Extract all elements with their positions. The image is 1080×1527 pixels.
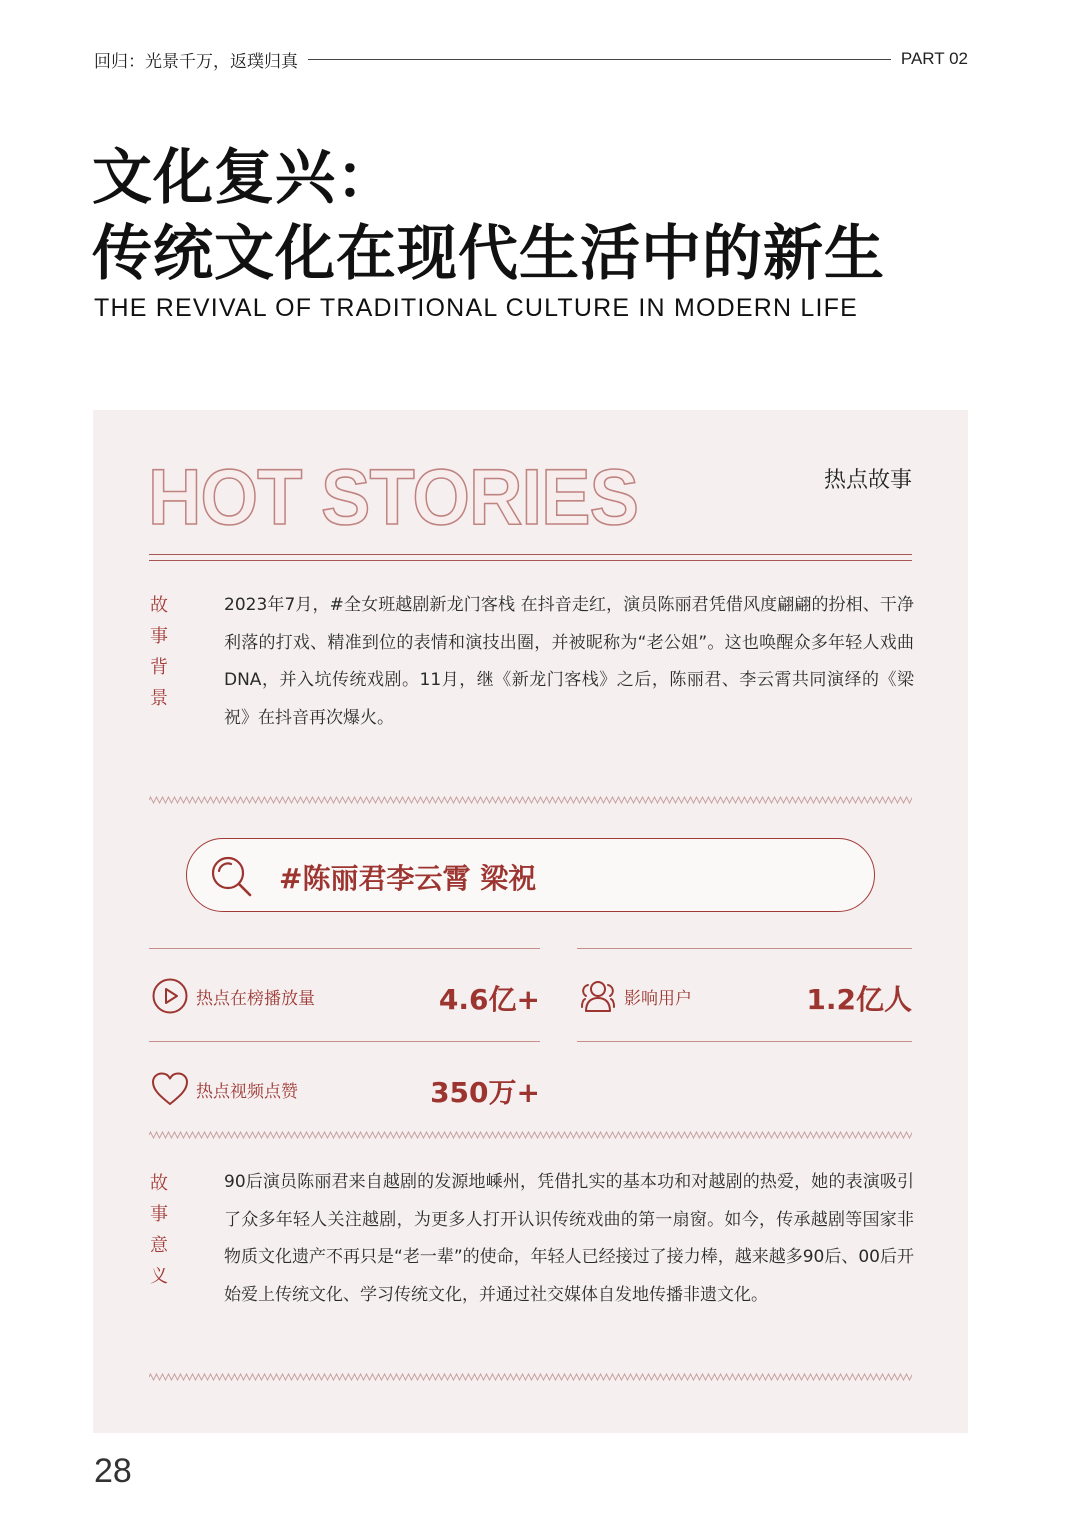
- breadcrumb: 回归：光景千万，返璞归真: [94, 51, 298, 72]
- stat-value: 4.6亿+: [438, 983, 540, 1016]
- stat-rule: [149, 1041, 540, 1042]
- stat-rule: [577, 1041, 912, 1042]
- wavy-divider: [149, 796, 912, 804]
- significance-label: 故 事 意 义: [150, 1173, 168, 1287]
- wavy-divider: [149, 1131, 912, 1139]
- page-title: [92, 140, 885, 292]
- english-subtitle: THE REVIVAL OF TRADITIONAL CULTURE IN MODERN LIFE: [94, 294, 858, 322]
- header-divider: [308, 59, 891, 60]
- hashtag-query: #陈丽君李云霄 梁祝: [279, 862, 537, 895]
- significance-text: 90后演员陈丽君来自越剧的发源地嵊州，凭借扎实的基本功和对越剧的热爱，她的表演吸引了众多年轻人关注越剧，为更多人打开认识传统戏曲的第一扇窗。如今，传承越剧等国家非物质文化遗产不再只是“老一辈”的使命，年轻人已经接过了接力棒，越来越多90后、00后开始爱上传统文化、学习传统文化，并通过社交媒体自发地传播非遗文化。: [224, 1172, 914, 1305]
- hot-stories-title: HOT STORIES: [148, 452, 638, 532]
- stat-value: 1.2亿人: [806, 983, 912, 1016]
- stat-likes: [150, 1069, 298, 1109]
- stat-users: [578, 976, 692, 1016]
- users-icon: [578, 976, 618, 1016]
- wavy-divider: [149, 1373, 912, 1381]
- stat-rule: [577, 948, 912, 949]
- page-header: [94, 46, 968, 72]
- stat-play-count: [150, 976, 315, 1016]
- background-label: 故 事 背 景: [150, 595, 168, 709]
- stat-label: 影响用户: [624, 988, 692, 1009]
- play-icon: [150, 976, 190, 1016]
- hashtag-search-bar[interactable]: [186, 838, 875, 912]
- search-icon: [207, 852, 255, 900]
- heading-rule-bottom: [149, 560, 912, 561]
- stat-label: 热点在榜播放量: [196, 988, 315, 1009]
- title-line-1: 文化复兴：: [92, 143, 397, 213]
- part-label: PART 02: [900, 49, 968, 68]
- heading-rule-top: [149, 554, 912, 555]
- title-line-2: 传统文化在现代生活中的新生: [92, 219, 885, 289]
- heart-icon: [150, 1069, 190, 1109]
- hot-stories-heading: [148, 452, 648, 532]
- page-number: 28: [94, 1452, 132, 1490]
- stat-value: 350万+: [430, 1076, 540, 1109]
- stat-label: 热点视频点赞: [196, 1081, 298, 1102]
- stat-rule: [149, 948, 540, 949]
- hot-stories-cn: 热点故事: [823, 468, 912, 493]
- background-text: 2023年7月，#全女班越剧新龙门客栈 在抖音走红，演员陈丽君凭借风度翩翩的扮相、干净利落的打戏、精准到位的表情和演技出圈，并被昵称为“老公姐”。这也唤醒众多年轻人戏曲DNA，并入坑传统戏剧。11月，继《新龙门客栈》之后，陈丽君、李云霄共同演绎的《梁祝》在抖音再次爆火。: [224, 595, 914, 728]
